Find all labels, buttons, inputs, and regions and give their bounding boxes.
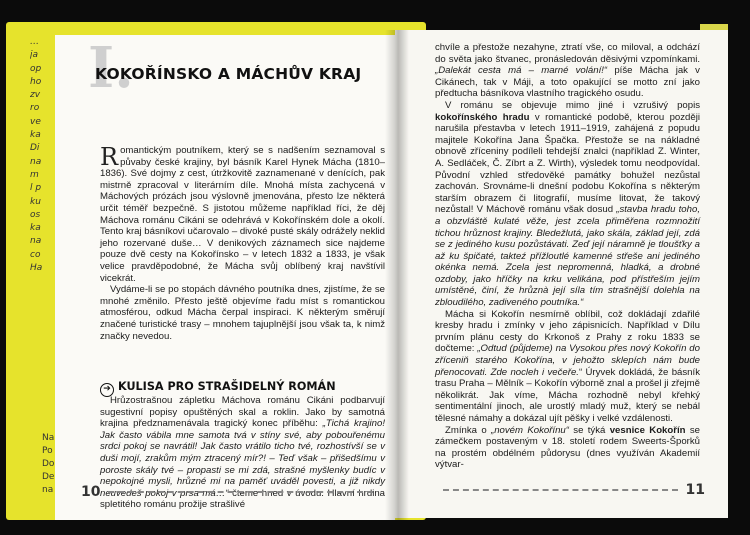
- paragraph-text: čteme hned v úvodu. Hlavní hrdina spletitého románu prožije strašlivé: [100, 487, 385, 511]
- bold-term: vesnice Kokořín: [609, 424, 686, 436]
- back-line: ka: [30, 130, 41, 141]
- arrow-icon: ➔: [100, 383, 114, 397]
- paragraph-text: se zámečkem postaveným v 18. století rodem Sweerts-Šporků na prostém obdélném půdorysu (dnes využíván Akademií výtvar-: [435, 424, 700, 471]
- back-line: ka: [30, 223, 41, 234]
- back-line: ja: [30, 50, 39, 61]
- quote-text: „Dalekát cesta má – marné volání!“: [435, 65, 608, 77]
- back-line: co: [30, 249, 41, 260]
- paragraph: [435, 42, 700, 100]
- quote-text: „stavba hradu toho, a obzvláště kulaté věže, jest zcela přiměřena rozmnožití tichou hrůznost krajiny. Bledežlutá, jako skála, základ její, zdá se z jediného kusu pozůstávati. Zeď její náramně je tloušťky a až ku špičaté, takteź přížloutlé kamenné střeše ani jediného okénka nemá. Zcela jest nepromenná, hladká, a drobné ozdoby, jako hříčky na krku velikána, pod přístřeším jejím umístěné, činí, že hrůznà její síla tím strašnější dolehla na zbloudilého, zadiveného poutníka.“: [435, 204, 700, 309]
- paragraph-text: V románu se objevuje mimo jiné i vzrušivý popis: [445, 99, 700, 111]
- back-line: De: [42, 472, 55, 482]
- paragraph-text: Mácha si Kokořín nesmírně oblíbil, což dokládají zdařilé kresby hradu i zmínky v jeho zápisnicích. Například v Dílu prvním plánu cesty do Krkonoš z Prahy z roku 1833 se dočteme:: [435, 308, 700, 355]
- back-line: l p: [30, 183, 42, 194]
- page-number: 11: [685, 482, 705, 498]
- paragraph: Vydáme-li se po stopách dávného poutníka dnes, zjistíme, že se mnohé změnilo. Přesto ještě objevíme řadu míst s romantickou atmosférou, odkud Mácha čerpal inspiraci. K některým směrují značené turistické trasy – mnohem tajuplnější jsou však ta, k nimž značky nevedou.: [100, 284, 385, 342]
- back-line: m: [30, 169, 39, 180]
- back-line: ho: [30, 76, 42, 87]
- footer-rule: [108, 491, 373, 493]
- paragraph-text: v romantické podobě, kterou později narušila přestavba v letech 1911–1919, zahájená z popudu majitele Kokořína Jana Špačka. Přestože se na nákladné obnově zříceniny podíleli tehdejší znalci (například Z. Winter, A. Sedláček, Č. Zíbrt a Z. Wirth), výsledek tomu neodpovídal. Původní vzhled středověké památky bohužel nezůstal zachován. Srovnáme-li dnešní podobu Kokořína s některým starším obrazem či litografií, musíme litovat, že takový nezůstal! V Máchově románu však dosud: [435, 111, 700, 216]
- quote-text: „Odtud (půjdeme) na Vysokou přes nový Kokořín do zříceniň starého Kokořína, v jehožto sklepích nám bude přenocovati. Zde nocleh i večeře.: [435, 343, 700, 378]
- back-line: zv: [30, 90, 41, 101]
- page-footer: [81, 484, 381, 500]
- paragraph-text: píše Mácha jak v Cikánech, tak v Máji, a toto opakující se motto zní jako předtucha básníkova vlastního tragického osudu.: [435, 65, 700, 100]
- back-line: Ha: [30, 263, 43, 274]
- paragraph-text: chvíle a přestože nezahyne, ztratí vše, co miloval, a odchází do světa jako štvanec, pronásledován děsivými vzpomínkami.: [435, 42, 700, 65]
- page-footer: [435, 482, 705, 498]
- paragraph-text: “ Úryvek dokládá, že básník trasu Praha – Mělník – Kokořín výborně znal a prošel ji zřejmě několikrát. Jak víme, Mácha rozhodně nebyl křehký sentimentální jinoch, ale urostlý mladý muž, který se nebál tělesné námahy a dokázal ujít pěšky i velké vzdálenosti.: [435, 366, 700, 424]
- intro-text: [100, 145, 385, 342]
- back-line: na: [30, 236, 42, 247]
- back-line: na: [42, 485, 54, 495]
- back-line: ro: [30, 103, 40, 114]
- paragraph-text: se týká: [568, 424, 610, 436]
- back-line: Na: [42, 433, 55, 443]
- footer-rule: [443, 489, 678, 491]
- paragraph-text: Zmínka o: [445, 424, 492, 436]
- paragraph-text: omantickým poutníkem, který se s nadšením seznamoval s půvaby české krajiny, byl básník Karel Hynek Mácha (1810–1836). Své dojmy z cest, útržkovitě zaznamenané v denících, pak mistrně zpracoval v literárním díle. Mnohá místa zachycená v Máchových prózách jsou výslovně jmenována, přesto lze některá určit téměř bezpečně. S jistotou můžeme například říci, že děj Máchova románu Cikáni se odehrává v Kokořínském dole a okolí. Tento kraj básníkovi učarovalo – divoké pusté skály odrážely neklid jeho rozervané duše… V denikových záznamech sice najdeme pouze dvě cesty na Kokořínsko – v letech 1832 a 1833, je však velice pravděpodobné, že Mácha svůj oblíbený kraj navštívil vicekrát.: [100, 145, 385, 284]
- page-number: 10: [81, 484, 101, 500]
- chapter-number: I.: [88, 35, 134, 101]
- chapter-title: KOKOŘÍNSKO A MÁCHŮV KRAJ: [95, 65, 362, 83]
- right-page: [395, 30, 728, 518]
- back-line: os: [30, 209, 41, 220]
- back-line: Po: [42, 446, 53, 456]
- paragraph: [435, 309, 700, 425]
- back-line: Di: [30, 143, 40, 154]
- bold-term: kokořínského hradu: [435, 111, 530, 123]
- paragraph: [100, 145, 385, 284]
- paragraph: [435, 425, 700, 471]
- back-line: ve: [30, 116, 41, 127]
- right-page-text: [435, 42, 700, 471]
- left-page: [55, 35, 395, 520]
- section-title: KULISA PRO STRAŠIDELNÝ ROMÁN: [118, 380, 336, 393]
- drop-cap: R: [100, 143, 119, 171]
- quote-text: „Tichá krajino! Jak často vábila mne samota tvá v stíny své, aby pobouřenému srdci pokoj se navrátil! Jak často vrátilo ticho tvé, rozhostívší se v duši mojí, zrakům mým ztracený mír?! – Teď však – přišedšímu v poroste skály tvé – propasti se mi zdá, strašné myšlenky budíc v nepokojné mysli, hrůzné mi na paměť uváděl povesti, a již nikdy neuvedeš pokoj v prsa má…“: [100, 418, 385, 499]
- back-line: ku: [30, 196, 41, 207]
- back-line: op: [30, 63, 42, 74]
- back-line: na: [30, 156, 42, 167]
- paragraph-text: Hrůzostrašnou zápletku Máchova románu Cikáni podbarvují sugestivní popisy opuštěných skal a roklin. Jako by samotná krajina předznamenávala tragický konec příběhu:: [100, 395, 385, 430]
- back-line: Do: [42, 459, 55, 469]
- book-gutter: [385, 30, 409, 520]
- back-line: …: [30, 37, 39, 47]
- paragraph: [435, 100, 700, 309]
- quote-text: „novém Kokořínu“: [491, 424, 569, 436]
